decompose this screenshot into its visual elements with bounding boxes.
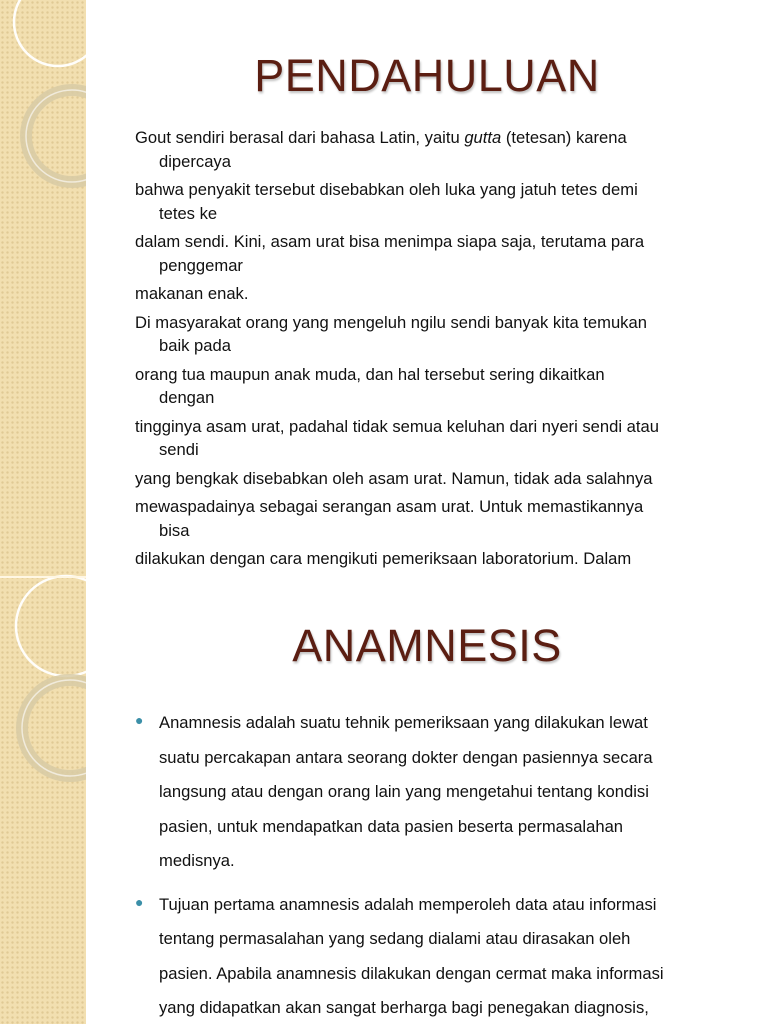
- latin-term: gutta: [464, 128, 502, 147]
- decorative-rings: [0, 0, 86, 1024]
- bullet-line: medisnya.: [159, 851, 235, 870]
- bullet-line: pasien. Apabila anamnesis dilakukan dengan cermat maka informasi: [159, 963, 664, 983]
- bullet-item: [135, 706, 745, 879]
- intro-line: [135, 178, 755, 225]
- bullet-line: pasien, untuk mendapatkan data pasien beserta permasalahan: [159, 816, 624, 836]
- intro-line-text: orang tua maupun anak muda, dan hal tersebut sering dikaitkan: [135, 364, 605, 384]
- intro-line-text: mewaspadainya sebagai serangan asam urat. Untuk memastikannya: [135, 497, 644, 516]
- intro-line-text: dilakukan dengan cara mengikuti pemeriksaan laboratorium. Dalam: [135, 549, 632, 568]
- intro-line-continuation: penggemar: [159, 255, 243, 275]
- intro-line: [135, 230, 755, 277]
- bullet-line: Tujuan pertama anamnesis adalah memperoleh data atau informasi: [159, 894, 657, 914]
- intro-line: [135, 495, 755, 542]
- intro-line: [135, 415, 755, 462]
- intro-line: [135, 467, 755, 491]
- bullet-line: Anamnesis adalah suatu tehnik pemeriksaan yang dilakukan lewat: [159, 713, 648, 732]
- intro-line: [135, 363, 755, 410]
- intro-line-text: yang bengkak disebabkan oleh asam urat. Namun, tidak ada salahnya: [135, 468, 653, 488]
- bullet-line: tentang permasalahan yang sedang dialami atau dirasakan oleh: [159, 929, 631, 948]
- intro-line-text: dalam sendi. Kini, asam urat bisa menimpa siapa saja, terutama para: [135, 232, 645, 251]
- decorative-side-band: [0, 0, 86, 1024]
- intro-line-continuation: tetes ke: [159, 203, 218, 223]
- section-title-anamnesis: ANAMNESIS: [292, 620, 562, 671]
- intro-line-text: tingginya asam urat, padahal tidak semua keluhan dari nyeri sendi atau: [135, 416, 659, 436]
- intro-line-text: [135, 126, 755, 150]
- intro-line-text: Di masyarakat orang yang mengeluh ngilu sendi banyak kita temukan: [135, 312, 647, 332]
- intro-text-segment: Gout sendiri berasal dari bahasa Latin, yaitu: [135, 128, 465, 147]
- bullet-item: [135, 888, 745, 1026]
- intro-line-text: makanan enak.: [135, 284, 249, 303]
- intro-text-segment: (tetesan) karena: [501, 128, 627, 147]
- intro-line-continuation: sendi: [159, 440, 199, 459]
- intro-line-continuation: bisa: [159, 520, 190, 540]
- intro-line-continuation: baik pada: [159, 336, 231, 355]
- bullet-line: suatu percakapan antara seorang dokter dengan pasiennya secara: [159, 747, 653, 767]
- slide-divider: [0, 576, 86, 578]
- intro-line: [135, 547, 755, 571]
- intro-paragraph: [135, 126, 755, 576]
- bullet-line: yang didapatkan akan sangat berharga bagi penegakan diagnosis,: [159, 998, 649, 1017]
- bullet-dot-icon: ●: [135, 712, 144, 728]
- bullet-line: langsung atau dengan orang lain yang mengetahui tentang kondisi: [159, 782, 649, 801]
- intro-line-continuation: dengan: [159, 388, 215, 407]
- intro-line: [135, 311, 755, 358]
- section-title-pendahuluan: PENDAHULUAN: [254, 50, 600, 101]
- intro-line: [135, 282, 755, 306]
- bullet-dot-icon: ●: [135, 893, 144, 910]
- intro-line: [135, 126, 755, 173]
- intro-line-text: bahwa penyakit tersebut disebabkan oleh luka yang jatuh tetes demi: [135, 180, 638, 199]
- intro-line-continuation: dipercaya: [159, 151, 231, 171]
- anamnesis-bullet-list: [135, 706, 745, 1035]
